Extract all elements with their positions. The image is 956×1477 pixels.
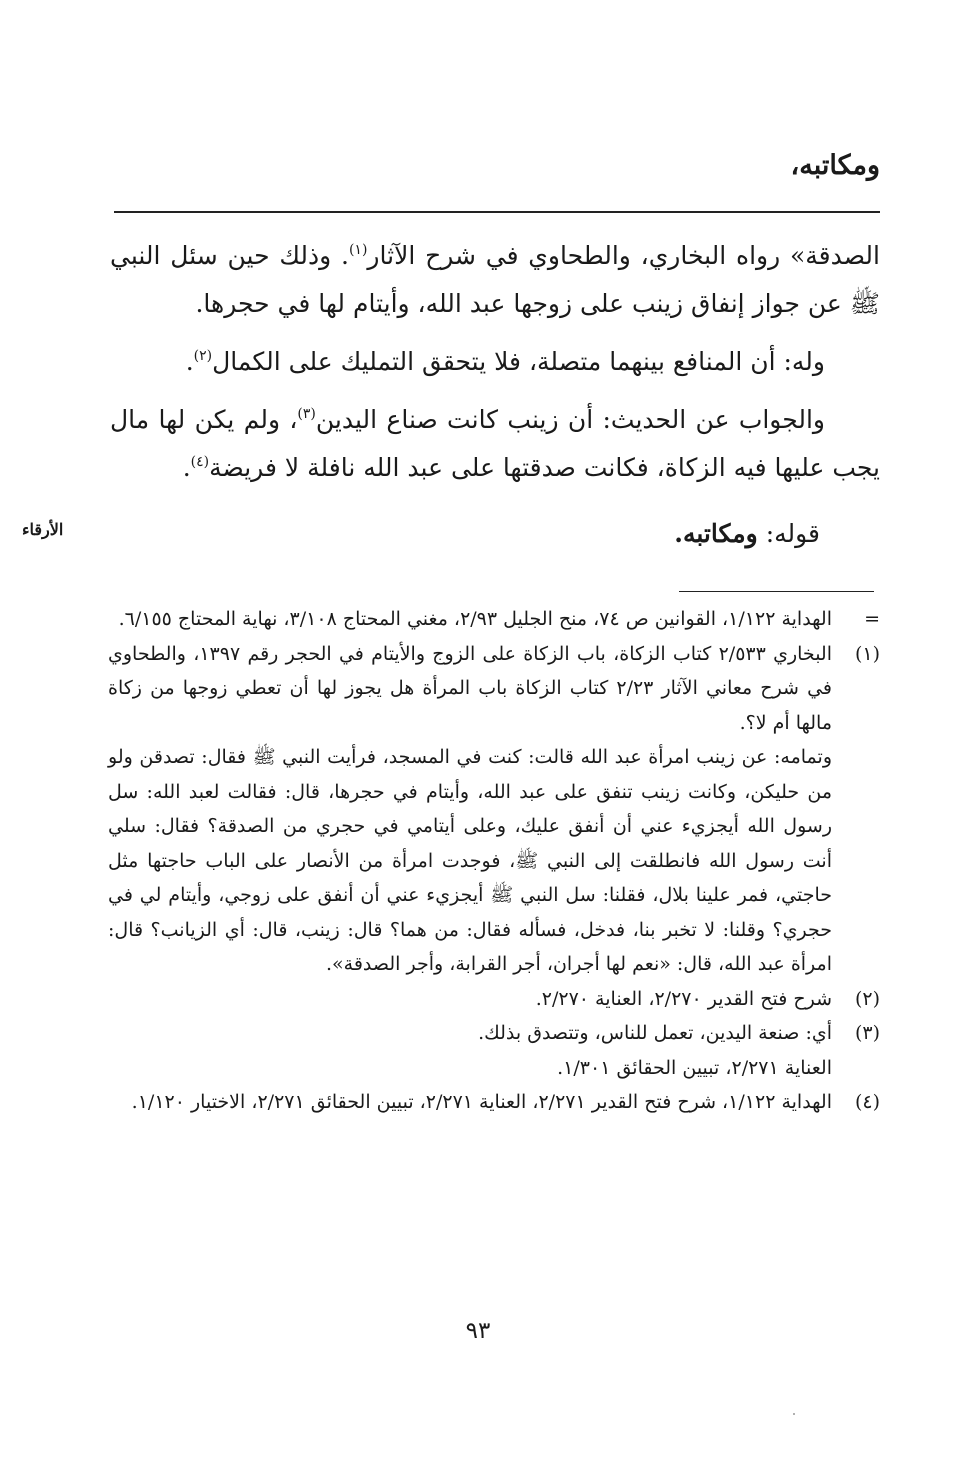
- footnote-3-sources: العناية ٢/٢٧١، تبيين الحقائق ١/٣٠١.: [557, 1056, 832, 1079]
- footnote-1-hadith-text: وتمامه: عن زينب امرأة عبد الله قالت: كنت في المسجد، فرأيت النبي ﷺ فقال: تصدقن ولو من حليكن، وكانت زينب تنفق على عبد الله، وأيتام في حجرها، قال: فقالت لعبد الله: سل رسول الله أيجزيء عني أن أنفق عليك، وعلى أيتامي في حجري من الصدقة؟ فقال: سلي أنت رسول الله فانطلقت إلى النبي ﷺ، فوجدت امرأة من الأنصار على الباب حاجتها مثل حاجتي، فمر علينا بلال، فقلنا: سل النبي ﷺ أيجزيء عني أن أنفق على زوجي، وأيتام لي في حجري؟ وقلنا: لا تخبر بنا، فدخل، فسأله فقال: من هما؟ قال: زينب، قال: أي الزيانب؟ قال: امرأة عبد الله، قال: «نعم لها أجران، أجر القرابة، وأجر الصدقة».: [108, 746, 832, 975]
- entry-bold-term: ومكاتبه.: [674, 519, 758, 548]
- footnote-continuation: [108, 602, 880, 637]
- footnote-reference: (٢): [193, 348, 213, 364]
- footnote-text: الهداية ١/١٢٢، القوانين ص ٧٤، منح الجليل ٢/٩٣، مغني المحتاج ٣/١٠٨، نهاية المحتاج ٦/١٥٥.: [118, 608, 832, 630]
- footnote-marker: (١): [854, 642, 880, 665]
- footnote-text: البخاري ٢/٥٣٣ كتاب الزكاة، باب الزكاة على الزوج والأيتام في الحجر رقم ١٣٩٧، والطحاوي في شرح معاني الآثار ٢/٢٣ كتاب الزكاة باب المرأة هل يجوز لها أن تعطي زوجها من زكاة مالها أم لا؟.: [108, 642, 832, 734]
- footnote-text: أي: صنعة اليدين، تعمل للناس، وتتصدق بذلك.: [478, 1022, 832, 1044]
- footnote-marker: (٣): [854, 1022, 880, 1044]
- entry-heading: [674, 510, 820, 558]
- main-paragraph-1: الصدقة» رواه البخاري، والطحاوي في شرح الآثار$^{(١)}$. وذلك حين سئل النبي ﷺ عن جواز إنفاق زينب على زوجها عبد الله، وأيتام لها في حجرها.: [110, 241, 880, 318]
- footnote-text: الهداية ١/١٢٢، شرح فتح القدير ٢/٢٧١، العناية ٢/٢٧١، تبيين الحقائق ٢/٢٧١، الاختيار ١/١٢٠.: [131, 1091, 832, 1113]
- footnote-3: [108, 1016, 880, 1051]
- scan-speck: [793, 1413, 795, 1415]
- margin-note: الأرقاء: [22, 520, 64, 539]
- main-text: [110, 232, 880, 502]
- footnote-rule: [679, 591, 874, 592]
- footnote-4: [108, 1085, 880, 1120]
- footnote-reference: (١): [348, 242, 368, 258]
- footnote-2: [108, 982, 880, 1017]
- footnote-marker: (٤): [854, 1091, 880, 1113]
- footnote-text: شرح فتح القدير ٢/٢٧٠، العناية ٢/٢٧٠.: [535, 987, 832, 1010]
- entry-prefix: قوله:: [765, 519, 820, 548]
- main-paragraph-3: والجواب عن الحديث: أن زينب كانت صناع اليدين$^{(٣)}$، ولم يكن لها مال يجب عليها فيه الزكاة، فكانت صدقتها على عبد الله نافلة لا فريضة$^{(٤)}$.: [110, 405, 880, 482]
- header-rule: [114, 211, 880, 213]
- footnote-reference: (٣): [297, 406, 316, 422]
- footnote-marker: =: [864, 608, 880, 630]
- running-header: ومكاتبه،: [790, 150, 880, 181]
- footnote-1: [108, 637, 880, 741]
- main-paragraph-2: وله: أن المنافع بينهما متصلة، فلا يتحقق التمليك على الكمال$^{(٢)}$.: [185, 347, 825, 376]
- footnote-reference: (٤): [190, 454, 210, 470]
- footnote-marker: (٢): [854, 987, 880, 1010]
- footnotes: [108, 602, 880, 1120]
- page-number: ٩٣: [465, 1318, 491, 1344]
